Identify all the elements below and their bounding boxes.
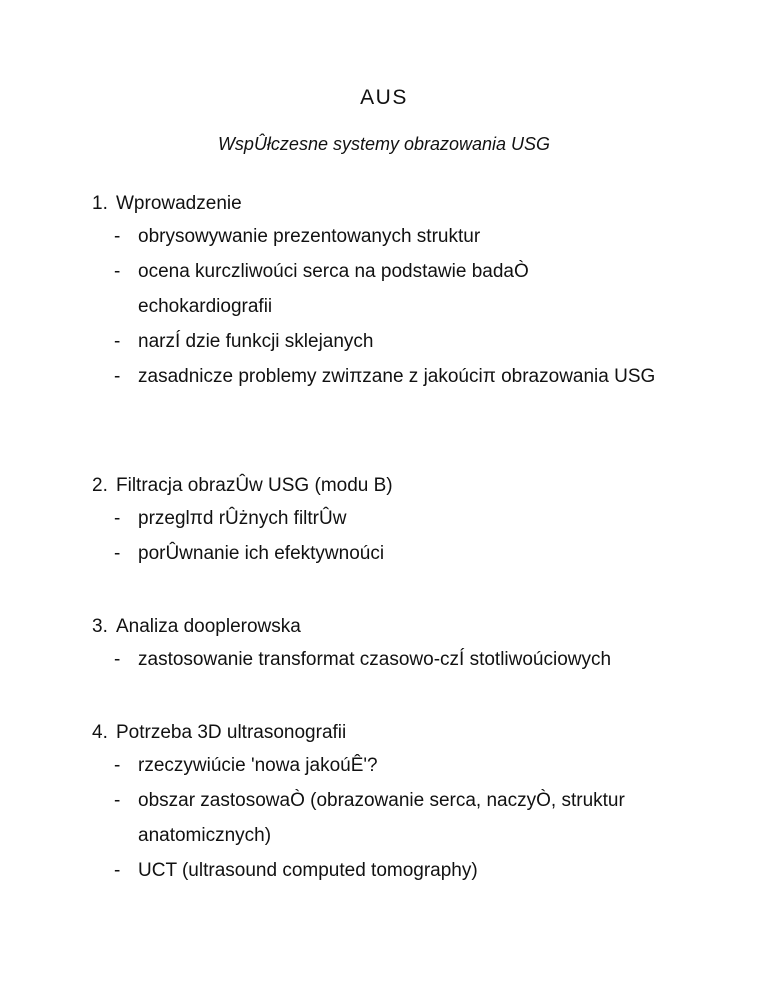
bullet-list xyxy=(92,748,712,888)
dash-bullet: - xyxy=(114,331,121,352)
section-number: 3. xyxy=(92,616,108,637)
list-item xyxy=(92,642,712,677)
section-3 xyxy=(92,612,712,677)
section-number: 2. xyxy=(92,475,108,496)
section-heading xyxy=(92,612,712,642)
document-subtitle: WspÛłczesne systemy obrazowania USG xyxy=(217,134,551,154)
dash-bullet: - xyxy=(114,649,121,670)
list-item xyxy=(92,536,712,571)
section-title: Wprowadzenie xyxy=(116,193,242,214)
document-title: AUS xyxy=(360,86,408,109)
list-item-text: narzÍ dzie funkcji sklejanych xyxy=(138,331,374,352)
list-item xyxy=(92,783,712,853)
section-number: 1. xyxy=(92,193,108,214)
dash-bullet: - xyxy=(114,366,121,387)
section-2 xyxy=(92,471,712,571)
list-item-text: przeglπd rÛżnych filtrÛw xyxy=(138,508,347,529)
section-4 xyxy=(92,718,712,888)
list-item-text: UCT (ultrasound computed tomography) xyxy=(138,860,478,881)
dash-bullet: - xyxy=(114,261,121,282)
list-item-text: obrysowywanie prezentowanych struktur xyxy=(138,226,481,247)
list-item-text: zastosowanie transformat czasowo-czÍ stotliwoúciowych xyxy=(138,649,612,670)
dash-bullet: - xyxy=(114,790,121,811)
list-item xyxy=(92,219,712,254)
list-item xyxy=(92,254,712,324)
list-item-text: zasadnicze problemy zwiπzane z jakoúciπ obrazowania USG xyxy=(138,366,656,387)
section-title: Analiza dooplerowska xyxy=(116,616,301,637)
dash-bullet: - xyxy=(114,860,121,881)
dash-bullet: - xyxy=(114,543,121,564)
section-heading xyxy=(92,718,712,748)
dash-bullet: - xyxy=(114,226,121,247)
bullet-list xyxy=(92,642,712,677)
list-item xyxy=(92,324,712,359)
list-item xyxy=(92,359,712,394)
section-1 xyxy=(92,189,712,394)
list-item-text: obszar zastosowaÒ (obrazowanie serca, naczyÒ, struktur anatomicznych) xyxy=(138,790,625,846)
list-item xyxy=(92,501,712,536)
list-item-text: ocena kurczliwoúci serca na podstawie badaÒ echokardiografii xyxy=(138,261,529,317)
section-heading xyxy=(92,471,712,501)
dash-bullet: - xyxy=(114,508,121,529)
list-item xyxy=(92,853,712,888)
bullet-list xyxy=(92,501,712,571)
section-number: 4. xyxy=(92,722,108,743)
bullet-list xyxy=(92,219,712,394)
section-heading xyxy=(92,189,712,219)
list-item-text: rzeczywiúcie 'nowa jakoúÊ'? xyxy=(138,755,378,776)
dash-bullet: - xyxy=(114,755,121,776)
section-title: Filtracja obrazÛw USG (modu B) xyxy=(116,475,393,496)
list-item-text: porÛwnanie ich efektywnoúci xyxy=(138,543,385,564)
section-title: Potrzeba 3D ultrasonografii xyxy=(116,722,347,743)
list-item xyxy=(92,748,712,783)
